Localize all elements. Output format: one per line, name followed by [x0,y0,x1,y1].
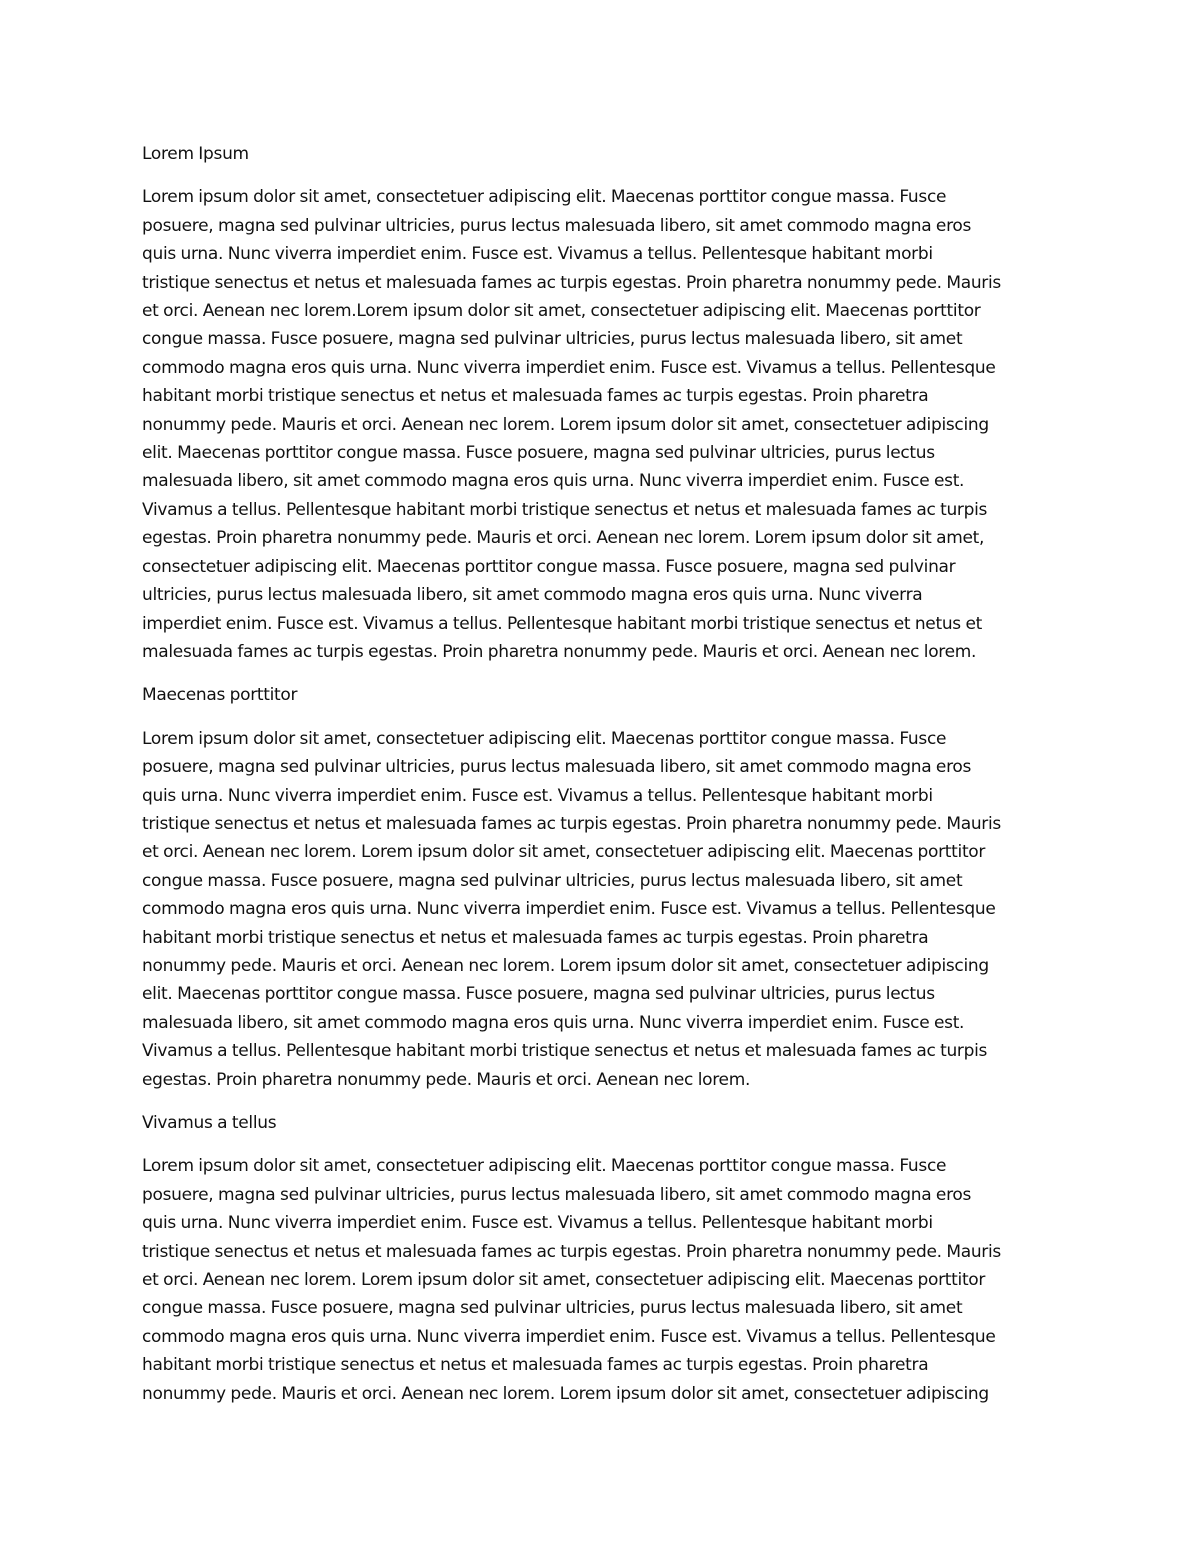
paragraph-line: congue massa. Fusce posuere, magna sed pulvinar ultricies, purus lectus malesuada libero, sit amet [142,870,963,891]
paragraph-line: quis urna. Nunc viverra imperdiet enim. Fusce est. Vivamus a tellus. Pellentesque habitant morbi [142,785,933,806]
paragraph-line: habitant morbi tristique senectus et netus et malesuada fames ac turpis egestas. Proin pharetra [142,927,929,948]
paragraph-line: et orci. Aenean nec lorem. Lorem ipsum dolor sit amet, consectetuer adipiscing elit. Maecenas porttitor [142,842,986,863]
section-paragraph [142,725,1058,1094]
paragraph-line: et orci. Aenean nec lorem. Lorem ipsum dolor sit amet, consectetuer adipiscing elit. Maecenas porttitor [142,1270,986,1291]
paragraph-line: nonummy pede. Mauris et orci. Aenean nec lorem. Lorem ipsum dolor sit amet, consectetuer adipiscing [142,414,989,435]
paragraph-line: quis urna. Nunc viverra imperdiet enim. Fusce est. Vivamus a tellus. Pellentesque habitant morbi [142,1213,933,1234]
paragraph-line: elit. Maecenas porttitor congue massa. Fusce posuere, magna sed pulvinar ultricies, purus lectus [142,443,935,464]
paragraph-line: egestas. Proin pharetra nonummy pede. Mauris et orci. Aenean nec lorem. Lorem ipsum dolor sit amet, [142,528,985,549]
section-paragraph [142,1152,1058,1408]
paragraph-line: posuere, magna sed pulvinar ultricies, purus lectus malesuada libero, sit amet commodo magna eros [142,757,972,778]
paragraph-line: Lorem ipsum dolor sit amet, consectetuer adipiscing elit. Maecenas porttitor congue massa. Fusce [142,728,947,749]
paragraph-line: Lorem ipsum dolor sit amet, consectetuer adipiscing elit. Maecenas porttitor congue massa. Fusce [142,1156,947,1177]
paragraph-line: posuere, magna sed pulvinar ultricies, purus lectus malesuada libero, sit amet commodo magna eros [142,215,972,236]
section-heading: Vivamus a tellus [142,1113,277,1133]
paragraph-line: congue massa. Fusce posuere, magna sed pulvinar ultricies, purus lectus malesuada libero, sit amet [142,329,963,350]
paragraph-line: consectetuer adipiscing elit. Maecenas porttitor congue massa. Fusce posuere, magna sed pulvinar [142,556,956,577]
document-body [142,140,1058,1423]
paragraph-line: commodo magna eros quis urna. Nunc viverra imperdiet enim. Fusce est. Vivamus a tellus. Pellentesque [142,899,996,920]
paragraph-line: ultricies, purus lectus malesuada libero, sit amet commodo magna eros quis urna. Nunc viverra [142,585,923,606]
paragraph-line: tristique senectus et netus et malesuada fames ac turpis egestas. Proin pharetra nonummy pede. Mauris [142,1241,1001,1262]
paragraph-line: posuere, magna sed pulvinar ultricies, purus lectus malesuada libero, sit amet commodo magna eros [142,1184,972,1205]
paragraph-line: elit. Maecenas porttitor congue massa. Fusce posuere, magna sed pulvinar ultricies, purus lectus [142,984,935,1005]
paragraph-line: nonummy pede. Mauris et orci. Aenean nec lorem. Lorem ipsum dolor sit amet, consectetuer adipiscing [142,1383,989,1404]
section-heading: Maecenas porttitor [142,685,298,706]
paragraph-line: habitant morbi tristique senectus et netus et malesuada fames ac turpis egestas. Proin pharetra [142,1355,929,1376]
section-paragraph [142,183,1058,666]
paragraph-line: Vivamus a tellus. Pellentesque habitant morbi tristique senectus et netus et malesuada fames ac turpis [142,499,988,520]
paragraph-line: tristique senectus et netus et malesuada fames ac turpis egestas. Proin pharetra nonummy pede. Mauris [142,272,1001,293]
paragraph-line: malesuada libero, sit amet commodo magna eros quis urna. Nunc viverra imperdiet enim. Fusce est. [142,1012,965,1033]
paragraph-line: egestas. Proin pharetra nonummy pede. Mauris et orci. Aenean nec lorem. [142,1069,751,1090]
paragraph-line: et orci. Aenean nec lorem.Lorem ipsum dolor sit amet, consectetuer adipiscing elit. Maecenas porttitor [142,301,981,322]
paragraph-line: Vivamus a tellus. Pellentesque habitant morbi tristique senectus et netus et malesuada fames ac turpis [142,1041,988,1062]
paragraph-line: imperdiet enim. Fusce est. Vivamus a tellus. Pellentesque habitant morbi tristique senectus et netus et [142,613,982,634]
paragraph-line: commodo magna eros quis urna. Nunc viverra imperdiet enim. Fusce est. Vivamus a tellus. Pellentesque [142,1326,996,1347]
paragraph-line: Lorem ipsum dolor sit amet, consectetuer adipiscing elit. Maecenas porttitor congue massa. Fusce [142,187,947,208]
section-heading: Lorem Ipsum [142,144,249,164]
paragraph-line: tristique senectus et netus et malesuada fames ac turpis egestas. Proin pharetra nonummy pede. Mauris [142,813,1001,834]
paragraph-line: commodo magna eros quis urna. Nunc viverra imperdiet enim. Fusce est. Vivamus a tellus. Pellentesque [142,357,996,378]
paragraph-line: quis urna. Nunc viverra imperdiet enim. Fusce est. Vivamus a tellus. Pellentesque habitant morbi [142,244,933,265]
paragraph-line: malesuada fames ac turpis egestas. Proin pharetra nonummy pede. Mauris et orci. Aenean nec lorem. [142,641,977,662]
paragraph-line: congue massa. Fusce posuere, magna sed pulvinar ultricies, purus lectus malesuada libero, sit amet [142,1298,963,1319]
paragraph-line: nonummy pede. Mauris et orci. Aenean nec lorem. Lorem ipsum dolor sit amet, consectetuer adipiscing [142,955,989,976]
paragraph-line: malesuada libero, sit amet commodo magna eros quis urna. Nunc viverra imperdiet enim. Fusce est. [142,471,965,492]
paragraph-line: habitant morbi tristique senectus et netus et malesuada fames ac turpis egestas. Proin pharetra [142,386,929,407]
